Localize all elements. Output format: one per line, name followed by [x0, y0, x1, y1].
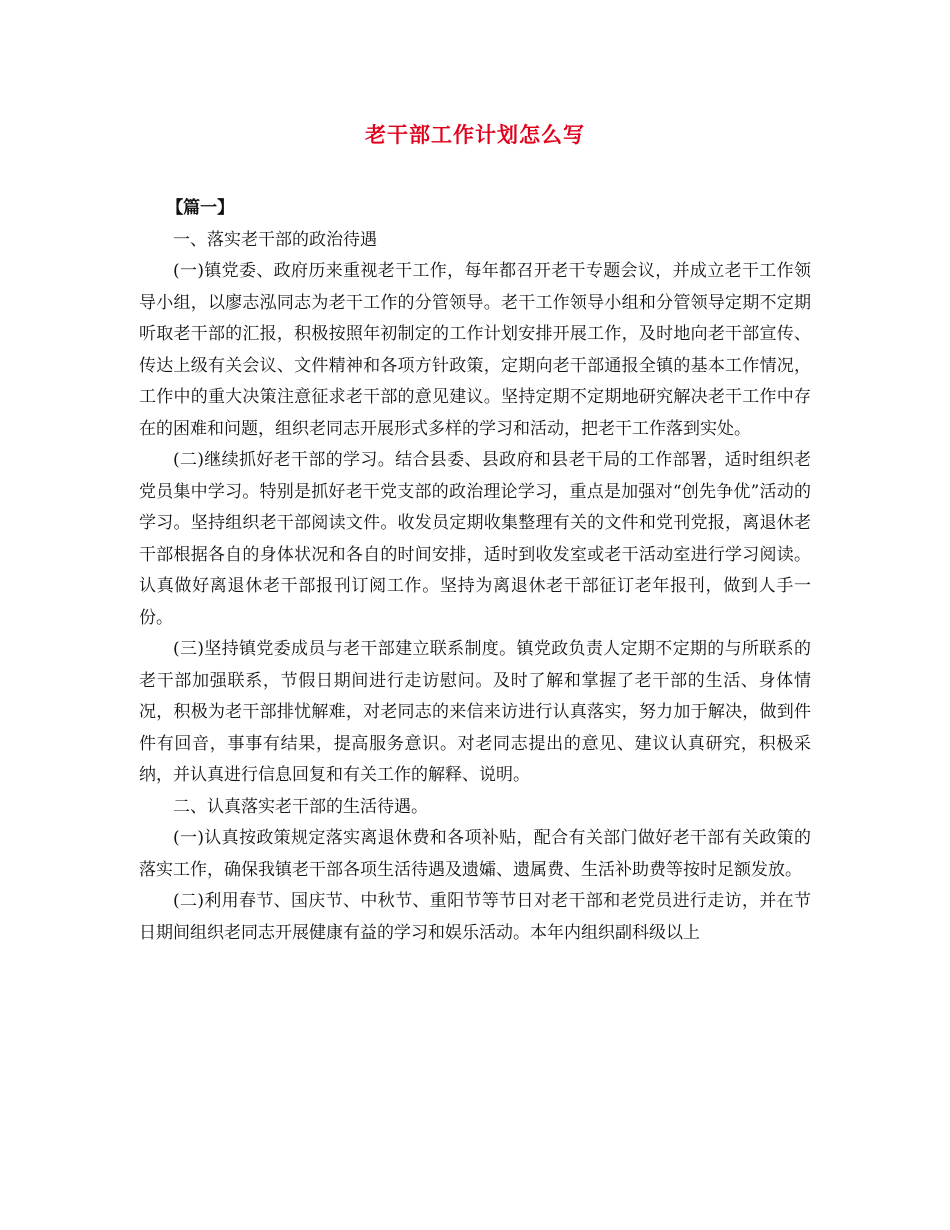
paragraph-1: (一)镇党委、政府历来重视老干工作，每年都召开老干专题会议，并成立老干工作领导小组，以廖志泓同志为老干工作的分管领导。老干工作领导小组和分管领导定期不定期听取老干部的汇报，积极按照年初制定的工作计划安排开展工作，及时地向老干部宣传、传达上级有关会议、文件精神和各项方针政策，定期向老干部通报全镇的基本工作情况，工作中的重大决策注意征求老干部的意见建议。坚持定期不定期地研究解决老干工作中存在的困难和问题，组织老同志开展形式多样的学习和活动，把老干工作落到实处。: [139, 261, 811, 439]
document-title: 老干部工作计划怎么写: [365, 122, 585, 147]
paragraph-2: (二)继续抓好老干部的学习。结合县委、县政府和县老干局的工作部署，适时组织老党员集中学习。特别是抓好老干党支部的政治理论学习，重点是加强对“创先争优”活动的学习。坚持组织老干部阅读文件。收发员定期收集整理有关的文件和党刊党报，离退休老干部根据各自的身体状况和各自的时间安排，适时到收发室或老干活动室进行学习阅读。认真做好离退休老干部报刊订阅工作。坚持为离退休老干部征订老年报刊，做到人手一份。: [139, 450, 811, 628]
paragraph-4: (一)认真按政策规定落实离退休费和各项补贴，配合有关部门做好老干部有关政策的落实工作，确保我镇老干部各项生活待遇及遗孀、遗属费、生活补助费等按时足额发放。: [139, 828, 811, 880]
heading-living-treatment: 二、认真落实老干部的生活待遇。: [173, 796, 428, 817]
paragraph-3: (三)坚持镇党委成员与老干部建立联系制度。镇党政负责人定期不定期的与所联系的老干部加强联系，节假日期间进行走访慰问。及时了解和掌握了老干部的生活、身体情况，积极为老干部排忧解难，对老同志的来信来访进行认真落实，努力加于解决，做到件件有回音，事事有结果，提高服务意识。对老同志提出的意见、建议认真研究，积极采纳，并认真进行信息回复和有关工作的解释、说明。: [139, 639, 811, 785]
paragraph-5: (二)利用春节、国庆节、中秋节、重阳节等节日对老干部和老党员进行走访，并在节日期间组织老同志开展健康有益的学习和娱乐活动。本年内组织副科级以上: [139, 891, 811, 943]
document-body: [139, 193, 811, 949]
section-tag: 【篇一】: [166, 198, 235, 218]
heading-political-treatment: 一、落实老干部的政治待遇: [173, 229, 377, 250]
